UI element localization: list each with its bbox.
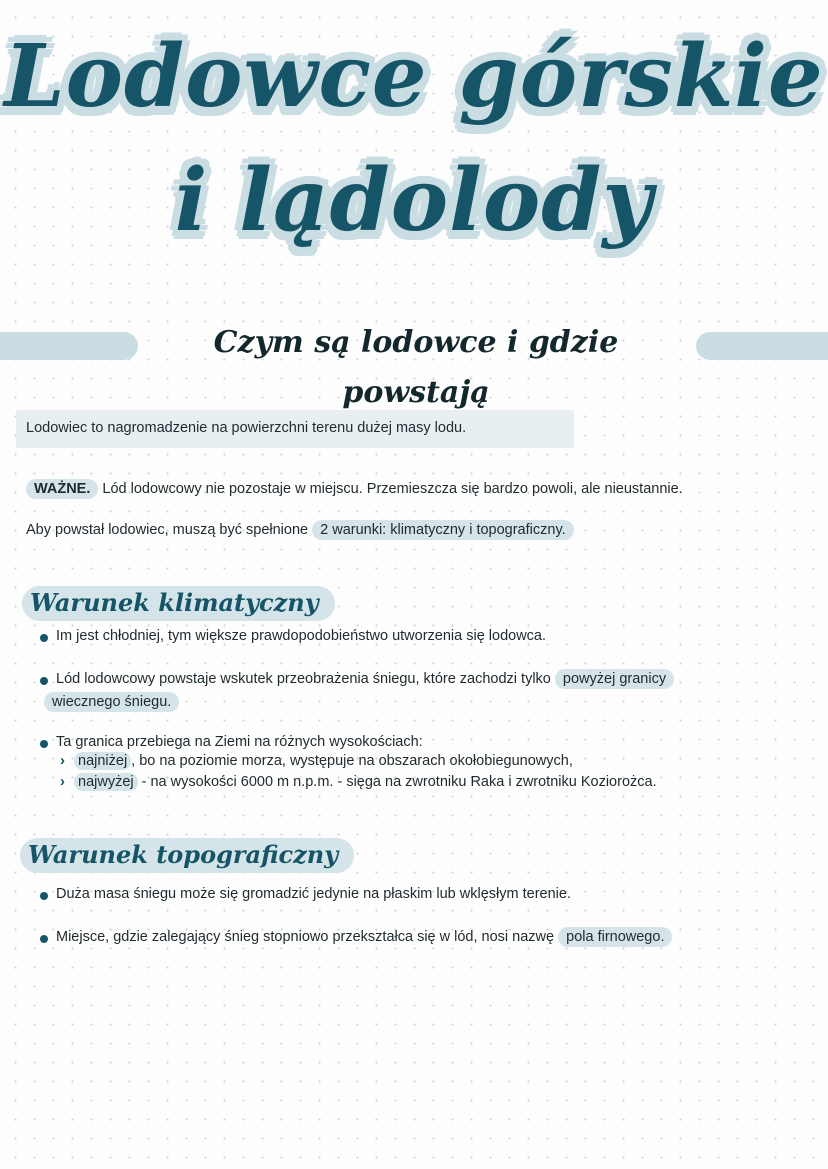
- heading-topographic: Warunek topograficzny: [20, 838, 354, 873]
- banner-right-band: [696, 332, 828, 360]
- important-badge: WAŻNE.: [26, 479, 98, 499]
- topographic-bullet-2: [56, 929, 672, 945]
- climatic-sub-1: [74, 753, 573, 769]
- important-text: Lód lodowcowy nie pozostaje w miejscu. Przemieszcza się bardzo powoli, ale nieustannie.: [102, 481, 683, 497]
- bullet-dot-icon: [40, 634, 48, 642]
- bullet-dot-icon: [40, 935, 48, 943]
- topographic-bullet-2-highlight: pola firnowego.: [558, 927, 672, 947]
- topographic-bullet-1: Duża masa śniegu może się gromadzić jedynie na płaskim lub wklęsłym terenie.: [56, 886, 571, 902]
- bullet-dot-icon: [40, 677, 48, 685]
- conditions-note: [26, 522, 574, 538]
- page-title-line-1: Lodowce górskie: [4, 26, 824, 127]
- climatic-sub-2: [74, 774, 657, 790]
- climatic-bullet-3: Ta granica przebiega na Ziemi na różnych wysokościach:: [56, 734, 423, 750]
- definition-text: Lodowiec to nagromadzenie na powierzchni terenu dużej masy lodu.: [26, 420, 467, 436]
- climatic-bullet-2-highlight: powyżej granicy: [555, 669, 674, 689]
- climatic-sub-1-highlight: najniżej: [74, 752, 131, 770]
- page-title-line-2: i lądolody: [174, 150, 654, 251]
- climatic-sub-1-text: , bo na poziomie morza, występuje na obszarach okołobiegunowych,: [131, 753, 573, 769]
- chevron-right-icon: ›: [60, 752, 65, 769]
- conditions-text: Aby powstał lodowiec, muszą być spełnione: [26, 522, 309, 538]
- climatic-bullet-2: [56, 671, 674, 687]
- climatic-sub-2-text: - na wysokości 6000 m n.p.m. - sięga na zwrotniku Raka i zwrotniku Koziorożca.: [137, 774, 657, 790]
- climatic-bullet-2-cont: [44, 694, 179, 710]
- banner-left-band: [0, 332, 138, 360]
- climatic-bullet-1: Im jest chłodniej, tym większe prawdopodobieństwo utworzenia się lodowca.: [56, 628, 547, 644]
- climatic-sub-2-highlight: najwyżej: [74, 773, 138, 791]
- climatic-bullet-2-highlight-cont: wiecznego śniegu.: [44, 692, 179, 712]
- bullet-dot-icon: [40, 892, 48, 900]
- important-note: [26, 481, 683, 497]
- section-subtitle: Czym są lodowce i gdzie powstają: [213, 325, 619, 410]
- heading-climatic: Warunek klimatyczny: [22, 586, 335, 621]
- topographic-bullet-2-text: Miejsce, gdzie zalegający śnieg stopniowo przekształca się w lód, nosi nazwę: [56, 929, 555, 945]
- chevron-right-icon: ›: [60, 773, 65, 790]
- conditions-highlight: 2 warunki: klimatyczny i topograficzny.: [312, 520, 574, 540]
- bullet-dot-icon: [40, 740, 48, 748]
- climatic-bullet-2-text: Lód lodowcowy powstaje wskutek przeobrażenia śniegu, które zachodzi tylko: [56, 671, 551, 687]
